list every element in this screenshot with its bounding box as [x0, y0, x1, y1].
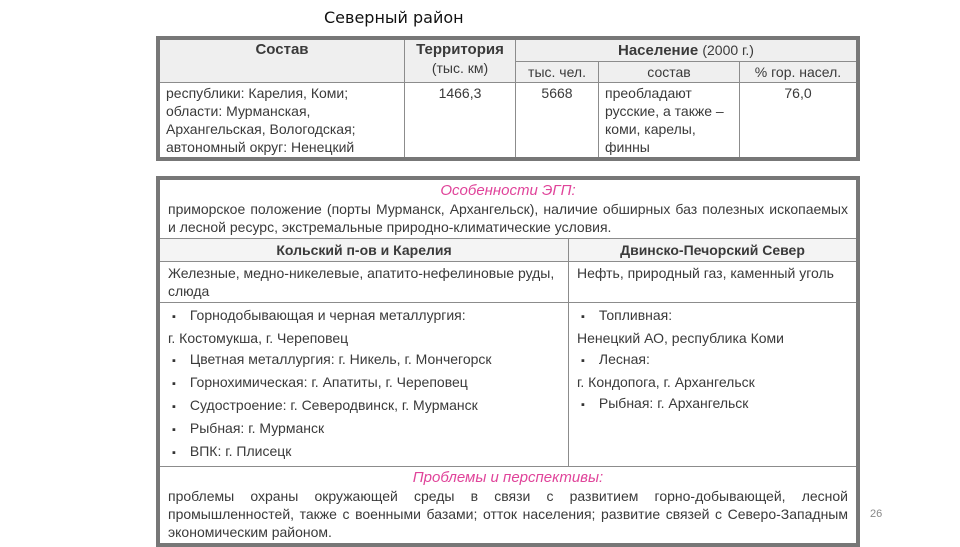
header-population-composition: состав — [599, 62, 740, 83]
population-table — [156, 36, 860, 161]
col-left-title: Кольский п-ов и Карелия — [158, 239, 569, 262]
egp-text: приморское положение (порты Мурманск, Архангельск), наличие обширных баз полезных ископаемых и лесной ресурс, экстремальные природно-климатические условия. — [168, 201, 848, 235]
header-composition: Состав — [158, 38, 405, 83]
list-item: ▪ Судостроение: г. Северодвинск, г. Мурманск — [168, 395, 560, 418]
composition-cell: республики: Карелия, Коми; области: Мурманская, Архангельская, Вологодская; автономный округ: Ненецкий — [158, 83, 405, 160]
problems-title: Проблемы и перспективы: — [412, 469, 604, 486]
problems-text: проблемы охраны окружающей среды в связи с развитием горно-добывающей, лесной промышленностей, также с военными базами; отток населения; развитие связей с Северо-Западным экономическим районом. — [168, 488, 848, 540]
list-item: ▪ Горнохимическая: г. Апатиты, г. Череповец — [168, 372, 560, 395]
egp-section — [158, 178, 858, 239]
header-urban-percent: % гор. насел. — [740, 62, 859, 83]
list-item: Ненецкий АО, республика Коми — [577, 330, 784, 346]
list-item: ▪ Лесная: — [577, 349, 848, 372]
urban-percent-value: 76,0 — [740, 83, 859, 160]
problems-section — [158, 467, 858, 546]
list-item: ▪ Рыбная: г. Архангельск — [577, 393, 848, 416]
resources-right: Нефть, природный газ, каменный уголь — [569, 262, 859, 303]
list-item: г. Кондопога, г. Архангельск — [577, 374, 755, 390]
list-item: ▪ ВПК: г. Плисецк — [168, 441, 560, 464]
thousand-people-value: 5668 — [516, 83, 599, 160]
resources-left: Железные, медно-никелевые, апатито-нефелиновые руды, слюда — [158, 262, 569, 303]
header-population: Население (2000 г.) — [516, 38, 859, 62]
industries-left — [158, 303, 569, 467]
list-item: ▪ Рыбная: г. Мурманск — [168, 418, 560, 441]
header-thousand-people: тыс. чел. — [516, 62, 599, 83]
list-item: ▪ Топливная: — [577, 305, 848, 328]
page-number: 26 — [870, 508, 883, 520]
population-composition-cell: преобладают русские, а также – коми, карелы, финны — [599, 83, 740, 160]
list-item: ▪ Горнодобывающая и черная металлургия: — [168, 305, 560, 328]
economy-table — [156, 176, 860, 547]
territory-value: 1466,3 — [405, 83, 516, 160]
header-territory: Территория (тыс. км) — [405, 38, 516, 83]
slide-title: Северный район — [324, 8, 464, 27]
industries-right — [569, 303, 859, 467]
egp-title: Особенности ЭГП: — [440, 182, 576, 199]
list-item: г. Костомукша, г. Череповец — [168, 330, 349, 346]
col-right-title: Двинско-Печорский Север — [569, 239, 859, 262]
list-item: ▪ Цветная металлургия: г. Никель, г. Мончегорск — [168, 349, 560, 372]
